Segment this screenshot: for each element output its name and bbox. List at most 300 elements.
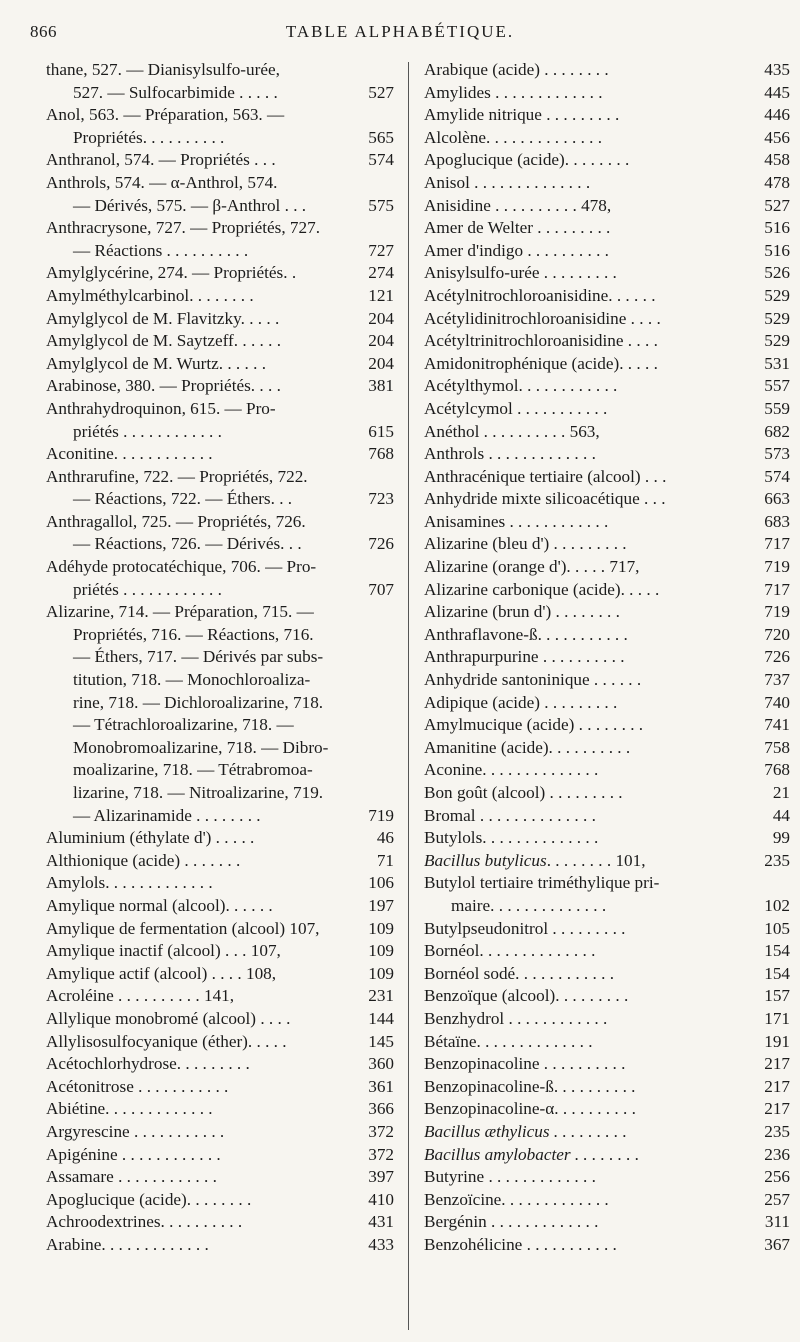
- entry-page-ref: 44: [770, 805, 790, 828]
- entry-page-ref: 719: [761, 601, 790, 624]
- entry-line: [46, 918, 394, 941]
- entry-text: — Tétrachloroalizarine, 718. —: [73, 715, 294, 735]
- index-entry: [424, 624, 790, 647]
- index-entry: [424, 940, 790, 963]
- entry-page-ref: 559: [761, 398, 790, 421]
- entry-page-ref: 527: [761, 195, 790, 218]
- entry-page-ref: 435: [761, 59, 790, 82]
- entry-text: Acroléine . . . . . . . . . . 141,: [46, 986, 235, 1006]
- index-entry: [424, 172, 790, 195]
- entry-line: [46, 1053, 394, 1076]
- entry-text: Amylique de fermentation (alcool) 107,: [46, 918, 320, 938]
- entry-line: [424, 556, 790, 579]
- entry-line: [46, 940, 394, 963]
- entry-text: — Réactions . . . . . . . . . .: [73, 240, 249, 260]
- index-entry: [424, 759, 790, 782]
- entry-page-ref: 565: [365, 127, 394, 150]
- entry-page-ref: 717: [761, 579, 790, 602]
- index-entry: [46, 601, 394, 827]
- index-entry: [46, 963, 394, 986]
- entry-line: [424, 195, 790, 218]
- entry-text: Alcolène. . . . . . . . . . . . . .: [424, 127, 603, 147]
- index-entry: [424, 1166, 790, 1189]
- index-entry: [46, 285, 394, 308]
- entry-line: [46, 466, 394, 489]
- entry-page-ref: 366: [365, 1098, 394, 1121]
- entry-page-ref: 106: [365, 872, 394, 895]
- index-entry: [424, 488, 790, 511]
- entry-page-ref: 236: [761, 1144, 790, 1167]
- entry-line: [46, 692, 394, 715]
- index-entry: [46, 398, 394, 443]
- index-entry: [46, 353, 394, 376]
- entry-page-ref: 574: [761, 466, 790, 489]
- entry-line: [46, 308, 394, 331]
- entry-page-ref: 191: [761, 1031, 790, 1054]
- entry-line: [424, 1211, 790, 1234]
- entry-line: [46, 82, 394, 105]
- entry-text: Anol, 563. — Préparation, 563. —: [46, 105, 285, 125]
- entry-text: Monobromoalizarine, 718. — Dibro-: [73, 737, 329, 757]
- entry-line: [424, 759, 790, 782]
- index-entry: [46, 1189, 394, 1212]
- entry-text: 527. — Sulfocarbimide . . . . .: [73, 82, 278, 102]
- index-entry: [424, 262, 790, 285]
- entry-text: Alizarine (brun d') . . . . . . . .: [424, 602, 620, 622]
- entry-page-ref: 720: [761, 624, 790, 647]
- index-entry: [46, 1166, 394, 1189]
- index-entry: [424, 104, 790, 127]
- entry-text: Amylglycol de M. Flavitzky. . . . .: [46, 308, 280, 328]
- entry-text: Anthrahydroquinon, 615. — Pro-: [46, 398, 276, 418]
- entry-line: [46, 1121, 394, 1144]
- entry-text: Allylique monobromé (alcool) . . . .: [46, 1008, 291, 1028]
- index-entry: [424, 1211, 790, 1234]
- entry-line: [424, 149, 790, 172]
- entry-page-ref: 726: [761, 646, 790, 669]
- entry-page-ref: 217: [761, 1076, 790, 1099]
- entry-text: Bacillus amylobacter . . . . . . . .: [424, 1144, 640, 1164]
- entry-text: Benzhydrol . . . . . . . . . . . .: [424, 1008, 608, 1028]
- entry-text: thane, 527. — Dianisylsulfo-urée,: [46, 60, 280, 79]
- entry-text: Benzoïque (alcool). . . . . . . . .: [424, 986, 629, 1006]
- entry-line: [424, 872, 790, 895]
- entry-text: maire. . . . . . . . . . . . . .: [451, 895, 607, 915]
- entry-page-ref: 256: [761, 1166, 790, 1189]
- entry-line: [424, 308, 790, 331]
- index-entry: [424, 782, 790, 805]
- entry-line: [424, 1234, 790, 1257]
- entry-text: Butylols. . . . . . . . . . . . . .: [424, 828, 599, 848]
- entry-page-ref: 109: [365, 918, 394, 941]
- entry-page-ref: 71: [374, 850, 394, 873]
- entry-page-ref: 372: [365, 1144, 394, 1167]
- index-entry: [46, 850, 394, 873]
- index-entry: [46, 172, 394, 217]
- entry-text: Aluminium (éthylate d') . . . . .: [46, 828, 255, 848]
- index-entry: [424, 646, 790, 669]
- index-entry: [46, 1144, 394, 1167]
- entry-text: Bétaïne. . . . . . . . . . . . . .: [424, 1031, 593, 1051]
- index-entry: [424, 1098, 790, 1121]
- entry-line: [424, 421, 790, 444]
- entry-text: rine, 718. — Dichloroalizarine, 718.: [73, 692, 324, 712]
- entry-text: Anthracrysone, 727. — Propriétés, 727.: [46, 218, 320, 238]
- entry-text: Argyrescine . . . . . . . . . . .: [46, 1121, 225, 1141]
- entry-page-ref: 768: [761, 759, 790, 782]
- entry-line: [46, 398, 394, 421]
- entry-page-ref: 157: [761, 985, 790, 1008]
- index-entry: [424, 421, 790, 444]
- entry-line: [46, 262, 394, 285]
- entry-text: Bon goût (alcool) . . . . . . . . .: [424, 783, 623, 802]
- entry-page-ref: 154: [761, 963, 790, 986]
- entry-line: [424, 82, 790, 105]
- entry-page-ref: 372: [365, 1121, 394, 1144]
- entry-text: Arabine. . . . . . . . . . . . .: [46, 1234, 209, 1254]
- index-entry: [424, 308, 790, 331]
- entry-text: Acétylnitrochloroanisidine. . . . . .: [424, 285, 656, 305]
- entry-line: [424, 737, 790, 760]
- entry-line: [424, 375, 790, 398]
- entry-text: priétés . . . . . . . . . . . .: [73, 421, 222, 441]
- entry-text: Amylglycol de M. Saytzeff. . . . . .: [46, 331, 282, 351]
- index-entry: [46, 985, 394, 1008]
- index-entry: [46, 872, 394, 895]
- entry-page-ref: 433: [365, 1234, 394, 1257]
- entry-page-ref: 171: [761, 1008, 790, 1031]
- index-entry: [424, 443, 790, 466]
- entry-line: [424, 488, 790, 511]
- index-entry: [424, 533, 790, 556]
- entry-page-ref: 410: [365, 1189, 394, 1212]
- entry-text: Amylique normal (alcool). . . . . .: [46, 895, 273, 915]
- entry-line: [424, 579, 790, 602]
- entry-line: [46, 646, 394, 669]
- entry-text: titution, 718. — Monochloroaliza-: [73, 670, 311, 690]
- entry-page-ref: 274: [365, 262, 394, 285]
- entry-page-ref: 719: [761, 556, 790, 579]
- index-entry: [424, 240, 790, 263]
- entry-page-ref: 446: [761, 104, 790, 127]
- entry-text: Amer de Welter . . . . . . . . .: [424, 218, 611, 238]
- entry-line: [46, 1234, 394, 1257]
- entry-text: Anhydride santoninique . . . . . .: [424, 670, 642, 690]
- entry-text: Anthraflavone-ß. . . . . . . . . . .: [424, 624, 628, 644]
- index-entry: [46, 940, 394, 963]
- index-entry: [424, 579, 790, 602]
- index-entry: [424, 669, 790, 692]
- entry-page-ref: 531: [761, 353, 790, 376]
- entry-page-ref: 737: [761, 669, 790, 692]
- entry-page-ref: 235: [761, 1121, 790, 1144]
- entry-text: Anisylsulfo-urée . . . . . . . . .: [424, 263, 617, 283]
- entry-page-ref: 154: [761, 940, 790, 963]
- entry-text: Amylmucique (acide) . . . . . . . .: [424, 715, 644, 735]
- entry-line: [424, 398, 790, 421]
- entry-text: Acétochlorhydrose. . . . . . . . .: [46, 1054, 250, 1074]
- entry-page-ref: 615: [365, 421, 394, 444]
- entry-line: [46, 782, 394, 805]
- entry-text: Adipique (acide) . . . . . . . . .: [424, 692, 618, 712]
- entry-line: [46, 59, 394, 82]
- entry-line: [46, 488, 394, 511]
- entry-text: Benzopinacoline . . . . . . . . . .: [424, 1054, 626, 1074]
- index-entry: [46, 1008, 394, 1031]
- entry-line: [46, 1008, 394, 1031]
- entry-line: [424, 104, 790, 127]
- entry-page-ref: 478: [761, 172, 790, 195]
- entry-line: [46, 421, 394, 444]
- entry-page-ref: 257: [761, 1189, 790, 1212]
- index-entry: [46, 308, 394, 331]
- index-entry: [46, 104, 394, 149]
- entry-line: [424, 963, 790, 986]
- entry-page-ref: 235: [761, 850, 790, 873]
- entry-text: priétés . . . . . . . . . . . .: [73, 579, 222, 599]
- entry-text: Acétylidinitrochloroanisidine . . . .: [424, 308, 661, 328]
- entry-line: [424, 127, 790, 150]
- index-entry: [424, 827, 790, 850]
- entry-line: [46, 1166, 394, 1189]
- entry-text: Apigénine . . . . . . . . . . . .: [46, 1144, 221, 1164]
- entry-page-ref: 381: [365, 375, 394, 398]
- entry-text: Benzohélicine . . . . . . . . . . .: [424, 1234, 617, 1254]
- index-entry: [424, 353, 790, 376]
- index-entry: [46, 1031, 394, 1054]
- entry-line: [424, 1008, 790, 1031]
- entry-line: [424, 850, 790, 873]
- entry-page-ref: 102: [761, 895, 790, 918]
- index-entry: [424, 872, 790, 917]
- entry-line: [424, 1076, 790, 1099]
- entry-line: [424, 782, 790, 805]
- entry-page-ref: 360: [365, 1053, 394, 1076]
- entry-line: [46, 1189, 394, 1212]
- entry-text: Butylol tertiaire triméthylique pri-: [424, 873, 660, 893]
- entry-page-ref: 574: [365, 149, 394, 172]
- index-entry: [424, 285, 790, 308]
- entry-page-ref: 663: [761, 488, 790, 511]
- index-entry: [46, 1076, 394, 1099]
- index-entry: [424, 1053, 790, 1076]
- entry-text: Anisamines . . . . . . . . . . . .: [424, 511, 609, 531]
- entry-text: Acétylthymol. . . . . . . . . . . .: [424, 376, 618, 396]
- entry-page-ref: 527: [365, 82, 394, 105]
- entry-line: [424, 285, 790, 308]
- entry-text: Acétyltrinitrochloroanisidine . . . .: [424, 331, 658, 351]
- entry-page-ref: 526: [761, 262, 790, 285]
- entry-page-ref: 575: [365, 195, 394, 218]
- index-entry: [424, 985, 790, 1008]
- index-entry: [424, 149, 790, 172]
- entry-line: [424, 1166, 790, 1189]
- index-entry: [424, 217, 790, 240]
- entry-page-ref: 682: [761, 421, 790, 444]
- entry-page-ref: 529: [761, 330, 790, 353]
- index-entry: [46, 59, 394, 104]
- entry-text: Amanitine (acide). . . . . . . . . .: [424, 737, 631, 757]
- entry-text: Amylglycérine, 274. — Propriétés. .: [46, 263, 297, 283]
- entry-line: [424, 646, 790, 669]
- entry-line: [46, 375, 394, 398]
- index-entry: [46, 1211, 394, 1234]
- entry-line: [424, 217, 790, 240]
- entry-text: Anisidine . . . . . . . . . . 478,: [424, 195, 612, 215]
- entry-text: Apoglucique (acide). . . . . . . .: [424, 150, 630, 170]
- entry-text: Alizarine, 714. — Préparation, 715. —: [46, 602, 314, 622]
- entry-line: [46, 1076, 394, 1099]
- entry-page-ref: 367: [761, 1234, 790, 1257]
- entry-line: [424, 1098, 790, 1121]
- entry-page-ref: 456: [761, 127, 790, 150]
- running-title: TABLE ALPHABÉTIQUE.: [285, 22, 515, 41]
- entry-page-ref: 105: [761, 918, 790, 941]
- entry-line: [424, 601, 790, 624]
- entry-text: Anthragallol, 725. — Propriétés, 726.: [46, 511, 306, 531]
- entry-page-ref: 204: [365, 353, 394, 376]
- entry-text: — Alizarinamide . . . . . . . .: [73, 805, 261, 825]
- entry-line: [424, 692, 790, 715]
- entry-text: lizarine, 718. — Nitroalizarine, 719.: [73, 783, 324, 802]
- entry-text: Anisol . . . . . . . . . . . . . .: [424, 172, 591, 192]
- index-entry: [424, 556, 790, 579]
- entry-line: [46, 443, 394, 466]
- index-entry: [424, 737, 790, 760]
- entry-line: [424, 1189, 790, 1212]
- entry-page-ref: 529: [761, 285, 790, 308]
- entry-text: — Dérivés, 575. — β-Anthrol . . .: [73, 195, 307, 215]
- entry-page-ref: 723: [365, 488, 394, 511]
- entry-line: [46, 330, 394, 353]
- entry-line: [424, 533, 790, 556]
- entry-line: [424, 172, 790, 195]
- index-entry: [424, 805, 790, 828]
- entry-page-ref: 741: [761, 714, 790, 737]
- index-entry: [46, 1121, 394, 1144]
- entry-text: Anéthol . . . . . . . . . . 563,: [424, 421, 600, 441]
- entry-text: Alizarine (bleu d') . . . . . . . . .: [424, 534, 627, 554]
- entry-text: Amylique inactif (alcool) . . . 107,: [46, 941, 281, 961]
- entry-line: [46, 353, 394, 376]
- entry-page-ref: 144: [365, 1008, 394, 1031]
- entry-page-ref: 109: [365, 940, 394, 963]
- index-entry: [46, 330, 394, 353]
- index-entry: [46, 149, 394, 172]
- index-entry: [424, 127, 790, 150]
- entry-text: Alizarine carbonique (acide). . . . .: [424, 579, 660, 599]
- index-entry: [46, 375, 394, 398]
- entry-line: [46, 1211, 394, 1234]
- entry-line: [424, 827, 790, 850]
- entry-text: Amylglycol de M. Wurtz. . . . . .: [46, 353, 267, 373]
- entry-line: [46, 669, 394, 692]
- entry-page-ref: 121: [365, 285, 394, 308]
- entry-line: [46, 104, 394, 127]
- entry-line: [46, 217, 394, 240]
- entry-line: [424, 1053, 790, 1076]
- entry-text: Arabique (acide) . . . . . . . .: [424, 60, 609, 79]
- entry-line: [46, 850, 394, 873]
- entry-text: Acétonitrose . . . . . . . . . . .: [46, 1076, 229, 1096]
- entry-text: Benzoïcine. . . . . . . . . . . . .: [424, 1189, 609, 1209]
- entry-line: [46, 624, 394, 647]
- entry-line: [46, 895, 394, 918]
- entry-line: [424, 714, 790, 737]
- index-entry: [424, 1121, 790, 1144]
- entry-line: [46, 827, 394, 850]
- index-entry: [424, 466, 790, 489]
- index-entry: [424, 1144, 790, 1167]
- entry-line: [424, 940, 790, 963]
- entry-line: [46, 1098, 394, 1121]
- entry-line: [46, 579, 394, 602]
- entry-text: Acétylcymol . . . . . . . . . . .: [424, 398, 608, 418]
- entry-page-ref: 516: [761, 217, 790, 240]
- index-entry: [46, 217, 394, 262]
- entry-line: [46, 172, 394, 195]
- entry-line: [46, 195, 394, 218]
- index-entry: [424, 59, 790, 82]
- entry-text: Amer d'indigo . . . . . . . . . .: [424, 240, 609, 260]
- entry-line: [424, 895, 790, 918]
- entry-page-ref: 727: [365, 240, 394, 263]
- entry-page-ref: 99: [770, 827, 790, 850]
- index-entry: [46, 556, 394, 601]
- entry-line: [424, 511, 790, 534]
- index-entry: [46, 262, 394, 285]
- entry-page-ref: 458: [761, 149, 790, 172]
- entry-text: Amidonitrophénique (acide). . . . .: [424, 353, 658, 373]
- entry-page-ref: 361: [365, 1076, 394, 1099]
- index-entry: [424, 850, 790, 873]
- entry-line: [424, 466, 790, 489]
- entry-page-ref: 683: [761, 511, 790, 534]
- entry-page-ref: 145: [365, 1031, 394, 1054]
- index-entry: [46, 827, 394, 850]
- right-column: [424, 59, 790, 1342]
- index-entry: [424, 195, 790, 218]
- entry-page-ref: 768: [365, 443, 394, 466]
- entry-page-ref: 197: [365, 895, 394, 918]
- entry-line: [424, 353, 790, 376]
- entry-line: [46, 511, 394, 534]
- index-entry: [424, 601, 790, 624]
- index-entry: [424, 1031, 790, 1054]
- entry-line: [424, 805, 790, 828]
- entry-line: [424, 330, 790, 353]
- entry-page-ref: 311: [762, 1211, 790, 1234]
- entry-text: Amylides . . . . . . . . . . . . .: [424, 82, 603, 102]
- index-entry: [46, 1098, 394, 1121]
- entry-text: Benzopinacoline-α. . . . . . . . . .: [424, 1099, 636, 1119]
- entry-page-ref: 231: [365, 985, 394, 1008]
- entry-line: [424, 985, 790, 1008]
- left-column: [46, 59, 394, 1342]
- entry-text: Propriétés. . . . . . . . . .: [73, 127, 225, 147]
- index-entry: [424, 330, 790, 353]
- index-entry: [424, 963, 790, 986]
- entry-line: [46, 556, 394, 579]
- entry-line: [424, 59, 790, 82]
- entry-text: Butylpseudonitrol . . . . . . . . .: [424, 918, 626, 938]
- entry-text: moalizarine, 718. — Tétrabromoa-: [73, 760, 313, 780]
- entry-page-ref: 217: [761, 1053, 790, 1076]
- index-entry: [424, 1008, 790, 1031]
- entry-page-ref: 719: [365, 805, 394, 828]
- entry-text: Abiétine. . . . . . . . . . . . .: [46, 1099, 213, 1119]
- entry-line: [46, 601, 394, 624]
